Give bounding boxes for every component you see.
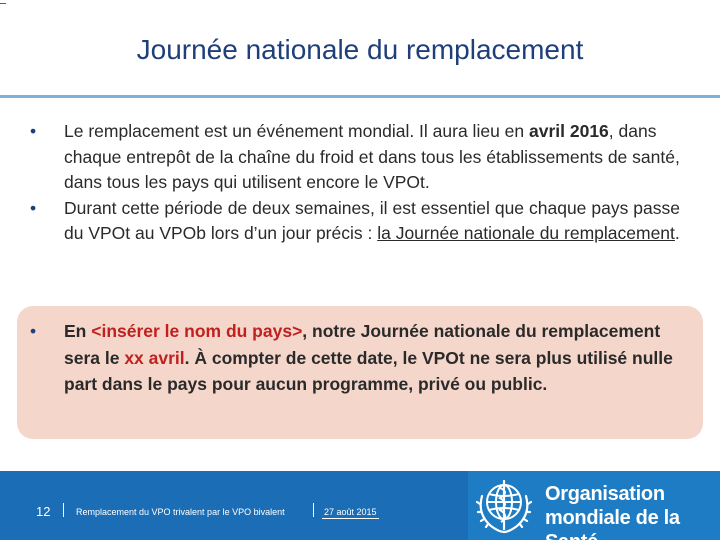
bullet-date: avril 2016 <box>529 121 609 141</box>
bullet-text: Le remplacement est un événement mondial. Il aura lieu en <box>64 121 529 141</box>
bullet-text: , dans chaque entrepôt de la chaîne du froid et dans tous les établissements de santé, dans tous les pays qui utilisent encore le VPOt. <box>64 121 680 192</box>
who-name <box>545 482 717 554</box>
date-placeholder: xx avril <box>124 347 185 368</box>
highlight-text: . À compter de cette date, le VPOt ne sera plus utilisé nulle part dans le pays pour aucun programme, privé ou public. <box>64 347 673 394</box>
who-name-line2: mondiale de la Santé <box>545 507 680 553</box>
who-name-line1: Organisation <box>545 483 665 505</box>
corner-mark <box>0 3 6 4</box>
footer-separator <box>63 503 64 517</box>
bullet-item-3 <box>30 318 680 398</box>
bullet-dot: • <box>30 197 37 218</box>
bullet-text: . <box>674 223 680 243</box>
highlight-bullet <box>30 318 680 398</box>
slide-title: Journée nationale du remplacement <box>136 34 584 65</box>
bullet-item-2 <box>30 196 680 247</box>
highlight-text: En <box>64 321 92 341</box>
highlight-text: , notre Journée nationale du remplacement sera le <box>64 321 661 368</box>
country-placeholder: <insérer le nom du pays> <box>91 321 303 341</box>
page-number: 12 <box>36 504 51 519</box>
title-divider <box>0 95 720 98</box>
bullet-dot: • <box>30 121 37 141</box>
footer-title: Remplacement du VPO trivalent par le VPO bivalent <box>76 507 285 517</box>
bullet-text: Durant cette période de deux semaines, il est essentiel que chaque pays passe du VPOt au VPOb lors d’un jour précis : <box>64 197 680 243</box>
bullet-dot: • <box>30 321 37 341</box>
footer-separator <box>313 503 314 517</box>
bullet-list <box>30 119 680 247</box>
footer-date: 27 août 2015 <box>324 507 377 517</box>
bullet-emphasis: la Journée nationale du remplacement <box>377 223 675 243</box>
bullet-item-1 <box>30 119 680 196</box>
who-emblem-icon <box>473 474 535 536</box>
